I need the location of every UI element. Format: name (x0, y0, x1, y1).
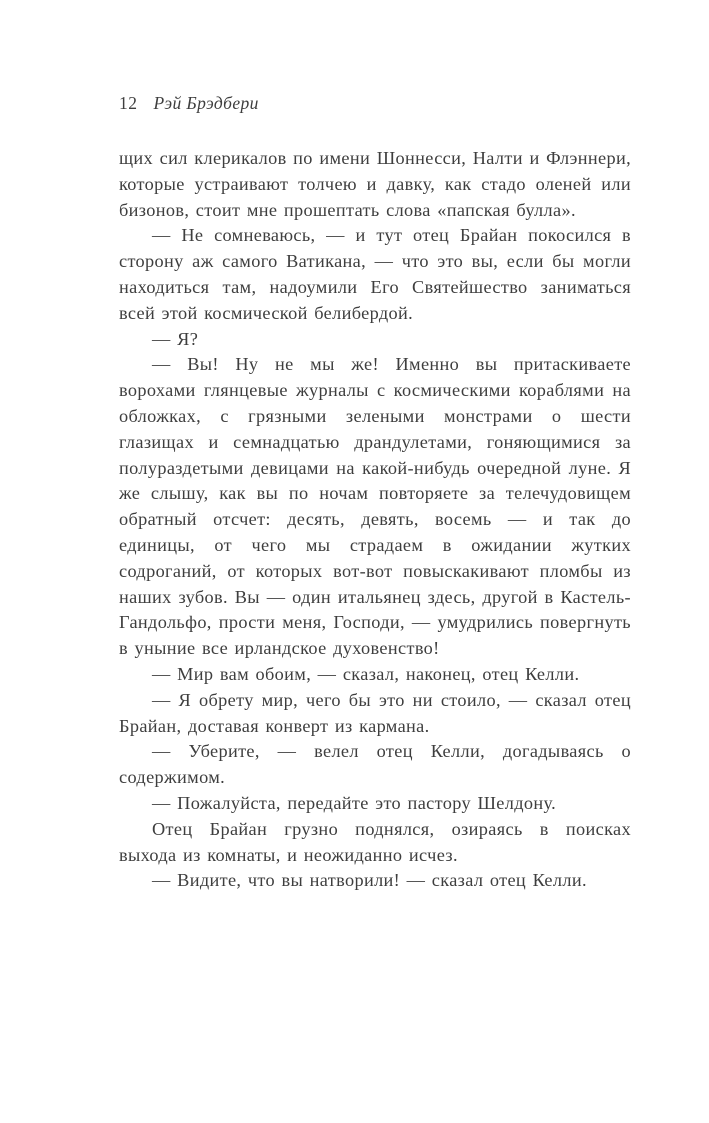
paragraph: — Я? (152, 328, 199, 349)
running-title: Рэй Брэдбери (153, 93, 259, 113)
paragraph: — Уберите, — велел отец Келли, догадываясь о содержимом. (119, 741, 631, 788)
paragraph: — Мир вам обоим, — сказал, наконец, отец Келли. (152, 663, 580, 684)
paragraph: щих сил клерикалов по имени Шоннесси, Налти и Флэннери, которые устраивают толчею и давку, как стадо оленей или бизонов, стоит мне прошептать слова «папская булла». (119, 148, 631, 220)
paragraph: — Не сомневаюсь, — и тут отец Брайан покосился в сторону аж самого Ватикана, — что это вы, если бы могли находиться там, надоумили Его Святейшество заниматься всей этой космической белибердой. (119, 225, 631, 323)
paragraph: — Пожалуйста, передайте это пастору Шелдону. (152, 792, 557, 813)
paragraph: — Вы! Ну не мы же! Именно вы притаскиваете ворохами глянцевые журналы с космическими кораблями на обложках, с грязными зелеными монстрами о шести глазищах и семнадцатью драндулетами, гоняющимися за полураздетыми девицами на какой-нибудь очередной луне. Я же слышу, как вы по ночам повторяете за телечудовищем обратный отсчет: десять, девять, восемь — и так до единицы, от чего мы страдаем в ожидании жутких содроганий, от которых вот-вот повыскакивают пломбы из наших зубов. Вы — один итальянец здесь, другой в Кастель-Гандольфо, прости меня, Господи, — умудрились повергнуть в уныние все ирландское духовенство! (119, 354, 631, 659)
paragraph: Отец Брайан грузно поднялся, озираясь в поисках выхода из комнаты, и неожиданно исчез. (119, 818, 631, 865)
text-block (119, 146, 631, 894)
paragraph: — Я обрету мир, чего бы это ни стоило, — сказал отец Брайан, доставая конверт из кармана. (119, 689, 631, 736)
page-header (119, 92, 631, 114)
page-number: 12 (119, 93, 138, 113)
paragraph: — Видите, что вы натворили! — сказал отец Келли. (152, 870, 587, 891)
